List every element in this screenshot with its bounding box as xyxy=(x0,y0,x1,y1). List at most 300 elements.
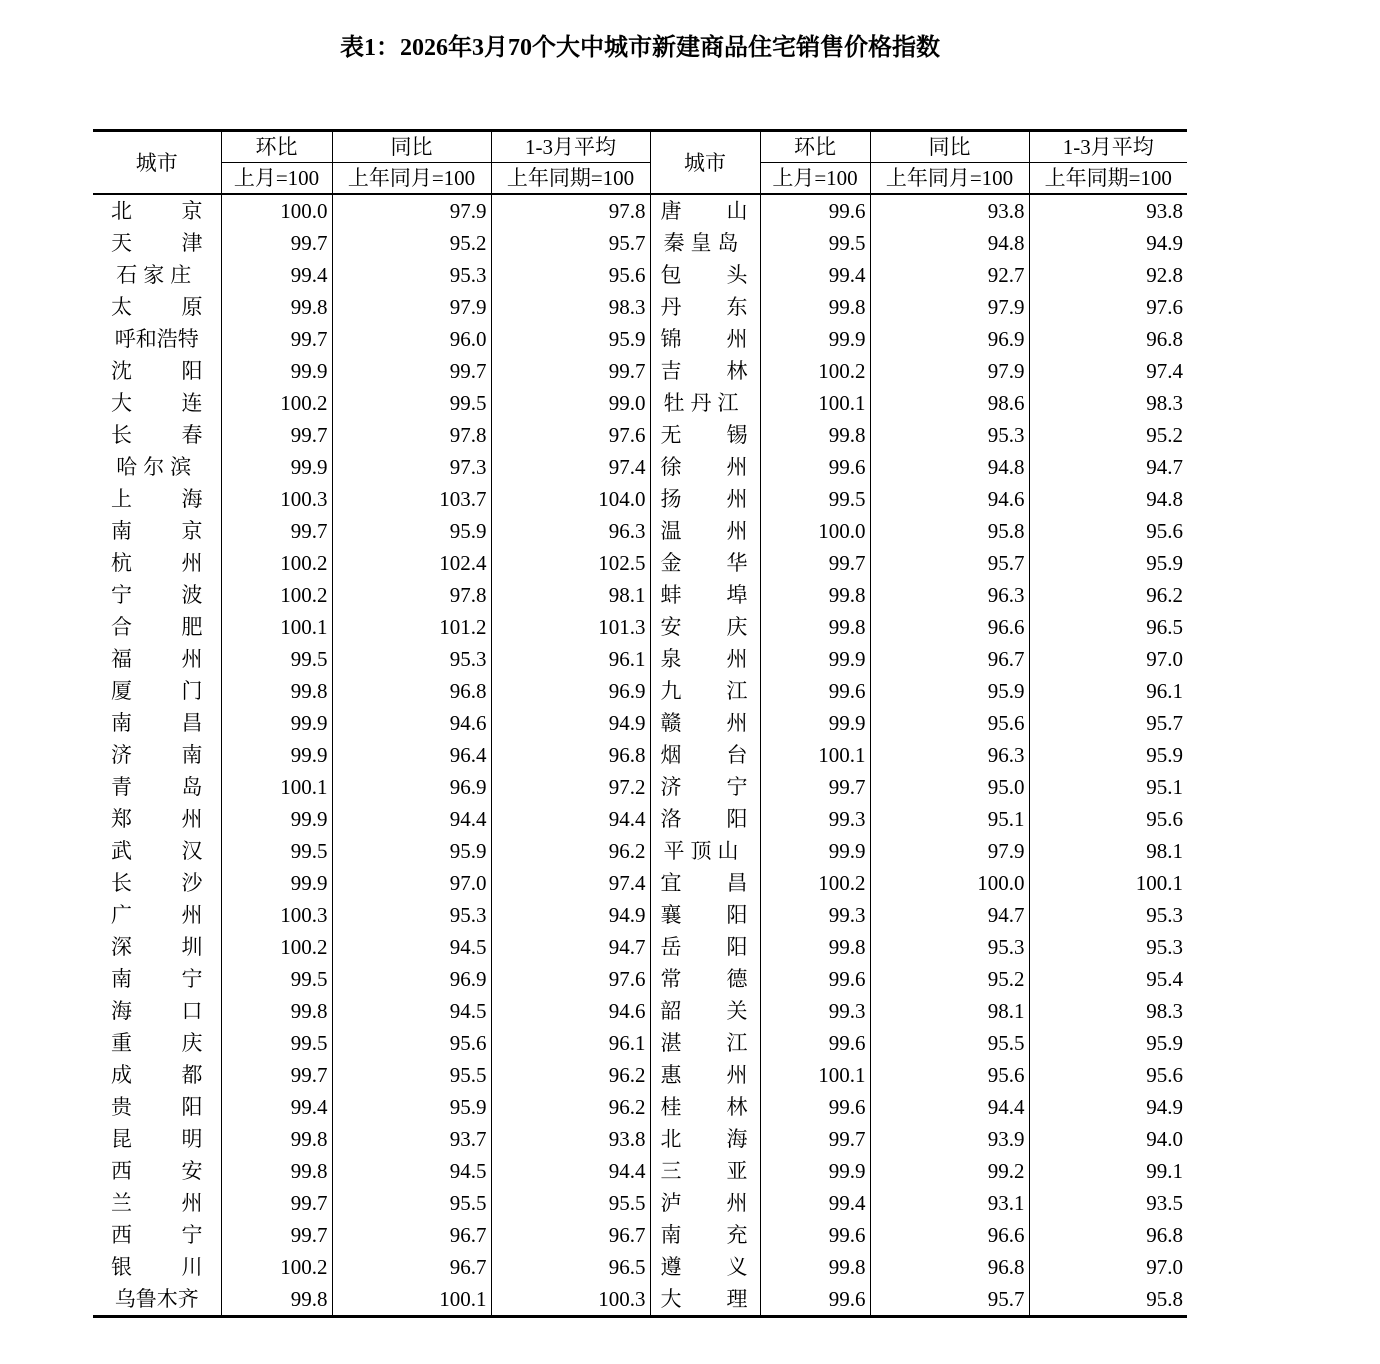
cell-mom: 99.9 xyxy=(221,355,332,387)
city-name-char: 沙 xyxy=(181,871,203,895)
city-name-char: 泸 xyxy=(660,1191,682,1215)
cell-avg: 102.5 xyxy=(491,547,650,579)
cell-city-2 xyxy=(650,1123,760,1155)
city-name-char: 湛 xyxy=(660,1031,682,1055)
cell-yoy: 103.7 xyxy=(332,483,491,515)
cell-avg: 96.1 xyxy=(491,1027,650,1059)
cell-avg: 94.4 xyxy=(491,803,650,835)
cell-city-2 xyxy=(650,1059,760,1091)
cell-city-2 xyxy=(650,771,760,803)
city-name xyxy=(661,1251,748,1283)
city-name-char: 海 xyxy=(726,1127,748,1151)
cell-city-2 xyxy=(650,1251,760,1283)
cell-city xyxy=(93,739,221,771)
city-name xyxy=(661,803,748,835)
cell-yoy-2: 94.6 xyxy=(870,483,1029,515)
city-name-char: 口 xyxy=(181,999,203,1023)
cell-yoy: 97.9 xyxy=(332,291,491,323)
cell-avg: 97.8 xyxy=(491,194,650,227)
cell-city-2 xyxy=(650,355,760,387)
city-name xyxy=(111,867,203,899)
cell-avg-2: 94.8 xyxy=(1029,483,1187,515)
city-name-char: 海 xyxy=(111,999,132,1023)
cell-mom: 99.5 xyxy=(221,1027,332,1059)
cell-yoy: 95.6 xyxy=(332,1027,491,1059)
city-name xyxy=(661,675,748,707)
cell-mom-2: 99.8 xyxy=(760,1251,870,1283)
cell-mom: 99.8 xyxy=(221,995,332,1027)
city-name-char: 州 xyxy=(181,903,203,927)
city-name-char: 州 xyxy=(726,1063,748,1087)
city-name: 石家庄 xyxy=(116,263,198,287)
cell-avg: 96.2 xyxy=(491,1059,650,1091)
cell-city-2 xyxy=(650,483,760,515)
city-name-char: 京 xyxy=(181,199,203,223)
cell-city xyxy=(93,1187,221,1219)
city-name-char: 州 xyxy=(181,807,203,831)
cell-avg: 94.6 xyxy=(491,995,650,1027)
city-name-char: 长 xyxy=(111,871,132,895)
cell-city xyxy=(93,675,221,707)
table-row xyxy=(93,707,1187,739)
cell-city xyxy=(93,611,221,643)
cell-city xyxy=(93,835,221,867)
city-name xyxy=(661,739,748,771)
city-name-char: 州 xyxy=(726,327,748,351)
table-row xyxy=(93,547,1187,579)
city-name xyxy=(661,1155,748,1187)
city-name-char: 宁 xyxy=(181,967,203,991)
city-name-char: 阳 xyxy=(726,935,748,959)
cell-mom: 99.7 xyxy=(221,515,332,547)
cell-city-2 xyxy=(650,515,760,547)
city-name: 秦皇岛 xyxy=(663,231,745,255)
city-name xyxy=(661,771,748,803)
city-name-char: 金 xyxy=(660,551,682,575)
city-name-char: 州 xyxy=(726,711,748,735)
city-name-char: 郑 xyxy=(111,807,132,831)
cell-city-2 xyxy=(650,803,760,835)
table-row xyxy=(93,803,1187,835)
cell-yoy-2: 95.9 xyxy=(870,675,1029,707)
city-name xyxy=(661,963,748,995)
cell-city-2 xyxy=(650,867,760,899)
table-row xyxy=(93,515,1187,547)
cell-avg: 97.4 xyxy=(491,451,650,483)
table-row xyxy=(93,643,1187,675)
city-name-char: 九 xyxy=(660,679,682,703)
city-name xyxy=(111,1187,203,1219)
city-name xyxy=(111,515,203,547)
city-name-char: 关 xyxy=(726,999,748,1023)
table-body xyxy=(93,194,1187,1317)
city-name xyxy=(661,1059,748,1091)
cell-yoy: 96.8 xyxy=(332,675,491,707)
cell-city xyxy=(93,227,221,259)
cell-avg-2: 93.8 xyxy=(1029,194,1187,227)
cell-avg-2: 98.3 xyxy=(1029,995,1187,1027)
table-row xyxy=(93,1059,1187,1091)
cell-city xyxy=(93,547,221,579)
city-name-char: 扬 xyxy=(660,487,682,511)
city-name xyxy=(661,515,748,547)
city-name: 牡丹江 xyxy=(663,391,745,415)
cell-avg-2: 95.9 xyxy=(1029,1027,1187,1059)
table-row xyxy=(93,771,1187,803)
city-name-char: 汉 xyxy=(181,839,203,863)
cell-yoy-2: 95.1 xyxy=(870,803,1029,835)
table-row xyxy=(93,931,1187,963)
cell-yoy: 99.5 xyxy=(332,387,491,419)
city-name xyxy=(661,323,748,355)
cell-mom-2: 99.9 xyxy=(760,835,870,867)
city-name xyxy=(111,1251,203,1283)
city-name-char: 州 xyxy=(726,647,748,671)
cell-mom: 100.2 xyxy=(221,1251,332,1283)
cell-mom-2: 99.6 xyxy=(760,1027,870,1059)
header-mom-base: 上月=100 xyxy=(221,163,332,195)
city-name: 哈尔滨 xyxy=(116,455,198,479)
header-mom-2: 环比 xyxy=(760,131,870,163)
cell-mom: 100.2 xyxy=(221,387,332,419)
cell-yoy-2: 96.8 xyxy=(870,1251,1029,1283)
cell-city xyxy=(93,259,221,291)
cell-avg-2: 94.7 xyxy=(1029,451,1187,483)
city-name xyxy=(111,835,203,867)
city-name xyxy=(111,643,203,675)
table-row xyxy=(93,739,1187,771)
cell-city xyxy=(93,387,221,419)
cell-city xyxy=(93,803,221,835)
cell-mom-2: 99.4 xyxy=(760,259,870,291)
cell-mom-2: 99.6 xyxy=(760,451,870,483)
header-city: 城市 xyxy=(93,131,221,195)
city-name-char: 杭 xyxy=(111,551,132,575)
city-name-char: 阳 xyxy=(726,807,748,831)
cell-mom-2: 100.1 xyxy=(760,739,870,771)
city-name-char: 太 xyxy=(111,295,132,319)
city-name-char: 埠 xyxy=(726,583,748,607)
city-name-char: 昌 xyxy=(181,711,203,735)
cell-avg: 96.3 xyxy=(491,515,650,547)
city-name xyxy=(111,547,203,579)
cell-avg-2: 95.9 xyxy=(1029,547,1187,579)
cell-mom-2: 100.2 xyxy=(760,867,870,899)
cell-avg: 96.9 xyxy=(491,675,650,707)
city-name xyxy=(661,547,748,579)
cell-mom: 99.8 xyxy=(221,1155,332,1187)
cell-mom: 99.7 xyxy=(221,419,332,451)
cell-mom: 99.7 xyxy=(221,1219,332,1251)
cell-mom: 99.8 xyxy=(221,291,332,323)
city-name-char: 宜 xyxy=(660,871,682,895)
cell-avg-2: 95.2 xyxy=(1029,419,1187,451)
city-name-char: 烟 xyxy=(660,743,682,767)
city-name xyxy=(111,1091,203,1123)
city-name-char: 吉 xyxy=(660,359,682,383)
city-name-char: 常 xyxy=(660,967,682,991)
header-yoy-base-2: 上年同月=100 xyxy=(870,163,1029,195)
cell-avg: 96.8 xyxy=(491,739,650,771)
table-row xyxy=(93,419,1187,451)
cell-yoy-2: 94.8 xyxy=(870,227,1029,259)
cell-yoy-2: 95.2 xyxy=(870,963,1029,995)
city-name xyxy=(111,931,203,963)
cell-avg: 99.7 xyxy=(491,355,650,387)
cell-avg-2: 96.1 xyxy=(1029,675,1187,707)
cell-city-2 xyxy=(650,323,760,355)
cell-mom-2: 99.6 xyxy=(760,194,870,227)
city-name xyxy=(111,387,203,419)
cell-mom: 99.8 xyxy=(221,1123,332,1155)
cell-city-2 xyxy=(650,547,760,579)
city-name-char: 川 xyxy=(181,1255,203,1279)
city-name-char: 丹 xyxy=(660,295,682,319)
cell-mom-2: 99.9 xyxy=(760,1155,870,1187)
cell-mom: 100.1 xyxy=(221,611,332,643)
city-name-char: 肥 xyxy=(181,615,203,639)
city-name-char: 宁 xyxy=(726,775,748,799)
cell-avg-2: 96.2 xyxy=(1029,579,1187,611)
cell-yoy: 100.1 xyxy=(332,1283,491,1317)
cell-yoy-2: 95.8 xyxy=(870,515,1029,547)
city-name-char: 波 xyxy=(181,583,203,607)
cell-mom: 99.4 xyxy=(221,1091,332,1123)
cell-avg: 101.3 xyxy=(491,611,650,643)
cell-yoy-2: 96.3 xyxy=(870,739,1029,771)
city-name-char: 包 xyxy=(660,263,682,287)
city-name xyxy=(661,259,748,291)
table-row xyxy=(93,259,1187,291)
cell-avg-2: 98.3 xyxy=(1029,387,1187,419)
city-name-char: 蚌 xyxy=(660,583,682,607)
cell-yoy-2: 95.7 xyxy=(870,1283,1029,1317)
cell-city-2 xyxy=(650,419,760,451)
table-row xyxy=(93,451,1187,483)
table-row xyxy=(93,483,1187,515)
cell-avg-2: 100.1 xyxy=(1029,867,1187,899)
cell-city xyxy=(93,867,221,899)
header-yoy-2: 同比 xyxy=(870,131,1029,163)
city-name-char: 门 xyxy=(181,679,203,703)
cell-avg-2: 96.8 xyxy=(1029,323,1187,355)
city-name-char: 州 xyxy=(181,551,203,575)
city-name xyxy=(661,579,748,611)
cell-avg: 97.6 xyxy=(491,963,650,995)
city-name xyxy=(111,1123,203,1155)
city-name-char: 锦 xyxy=(660,327,682,351)
cell-avg-2: 95.4 xyxy=(1029,963,1187,995)
city-name-char: 惠 xyxy=(660,1063,682,1087)
cell-yoy-2: 100.0 xyxy=(870,867,1029,899)
cell-mom-2: 100.2 xyxy=(760,355,870,387)
cell-city-2 xyxy=(650,1219,760,1251)
cell-city xyxy=(93,419,221,451)
city-name xyxy=(111,195,203,227)
table-row xyxy=(93,963,1187,995)
cell-avg-2: 95.1 xyxy=(1029,771,1187,803)
cell-city-2 xyxy=(650,227,760,259)
table-row xyxy=(93,1155,1187,1187)
table-row xyxy=(93,323,1187,355)
cell-mom-2: 99.4 xyxy=(760,1187,870,1219)
city-name-char: 华 xyxy=(726,551,748,575)
cell-mom-2: 99.8 xyxy=(760,579,870,611)
cell-mom-2: 99.6 xyxy=(760,1283,870,1317)
city-name-char: 韶 xyxy=(660,999,682,1023)
cell-mom: 99.8 xyxy=(221,1283,332,1317)
cell-avg-2: 95.6 xyxy=(1029,515,1187,547)
cell-yoy-2: 93.9 xyxy=(870,1123,1029,1155)
table-row xyxy=(93,1219,1187,1251)
city-name-char: 上 xyxy=(111,487,132,511)
city-name xyxy=(661,899,748,931)
city-name-char: 圳 xyxy=(181,935,203,959)
city-name xyxy=(661,355,748,387)
table-row xyxy=(93,579,1187,611)
table-row xyxy=(93,611,1187,643)
cell-mom-2: 99.3 xyxy=(760,899,870,931)
city-name-char: 天 xyxy=(111,231,132,255)
city-name-char: 台 xyxy=(726,743,748,767)
city-name-char: 成 xyxy=(111,1063,132,1087)
price-index-table xyxy=(93,129,1187,1318)
city-name-char: 阳 xyxy=(726,903,748,927)
cell-city-2 xyxy=(650,291,760,323)
cell-mom: 99.4 xyxy=(221,259,332,291)
city-name-char: 州 xyxy=(726,487,748,511)
cell-avg: 97.6 xyxy=(491,419,650,451)
cell-mom: 100.2 xyxy=(221,931,332,963)
cell-yoy: 95.9 xyxy=(332,835,491,867)
header-mom-base-2: 上月=100 xyxy=(760,163,870,195)
cell-mom-2: 99.7 xyxy=(760,771,870,803)
cell-mom-2: 99.8 xyxy=(760,931,870,963)
cell-city-2 xyxy=(650,194,760,227)
cell-yoy-2: 97.9 xyxy=(870,291,1029,323)
cell-city xyxy=(93,995,221,1027)
cell-city-2 xyxy=(650,579,760,611)
city-name-char: 东 xyxy=(726,295,748,319)
city-name xyxy=(111,995,203,1027)
cell-yoy: 94.6 xyxy=(332,707,491,739)
city-name xyxy=(111,1027,203,1059)
city-name-char: 充 xyxy=(726,1223,748,1247)
city-name-char: 州 xyxy=(726,455,748,479)
cell-avg-2: 95.7 xyxy=(1029,707,1187,739)
city-name xyxy=(111,611,203,643)
table-row xyxy=(93,835,1187,867)
cell-mom-2: 99.5 xyxy=(760,483,870,515)
city-name-char: 州 xyxy=(181,647,203,671)
city-name-char: 赣 xyxy=(660,711,682,735)
city-name xyxy=(661,643,748,675)
cell-mom: 99.8 xyxy=(221,675,332,707)
city-name-char: 青 xyxy=(111,775,132,799)
cell-city-2 xyxy=(650,387,760,419)
cell-mom-2: 99.8 xyxy=(760,291,870,323)
city-name-char: 兰 xyxy=(111,1191,132,1215)
cell-yoy-2: 94.8 xyxy=(870,451,1029,483)
city-name-char: 遵 xyxy=(660,1255,682,1279)
city-name-char: 阳 xyxy=(181,359,203,383)
cell-yoy-2: 97.9 xyxy=(870,355,1029,387)
city-name-char: 津 xyxy=(181,231,203,255)
cell-mom-2: 99.6 xyxy=(760,675,870,707)
cell-avg-2: 95.6 xyxy=(1029,803,1187,835)
cell-yoy: 95.3 xyxy=(332,643,491,675)
city-name-char: 宁 xyxy=(181,1223,203,1247)
cell-mom: 99.7 xyxy=(221,1059,332,1091)
table-row xyxy=(93,1187,1187,1219)
city-name xyxy=(111,1155,203,1187)
city-name xyxy=(661,451,748,483)
header-avg-base: 上年同期=100 xyxy=(491,163,650,195)
cell-city-2 xyxy=(650,611,760,643)
cell-city-2 xyxy=(650,1187,760,1219)
table-row xyxy=(93,194,1187,227)
cell-yoy: 97.9 xyxy=(332,194,491,227)
cell-mom-2: 100.1 xyxy=(760,1059,870,1091)
city-name-char: 洛 xyxy=(660,807,682,831)
cell-avg-2: 96.5 xyxy=(1029,611,1187,643)
cell-mom-2: 100.1 xyxy=(760,387,870,419)
city-name-char: 厦 xyxy=(111,679,132,703)
city-name-char: 江 xyxy=(726,1031,748,1055)
cell-yoy: 97.3 xyxy=(332,451,491,483)
cell-avg-2: 97.0 xyxy=(1029,1251,1187,1283)
cell-avg: 96.2 xyxy=(491,1091,650,1123)
cell-avg: 97.2 xyxy=(491,771,650,803)
cell-city xyxy=(93,515,221,547)
cell-avg-2: 95.3 xyxy=(1029,931,1187,963)
city-name-char: 锡 xyxy=(726,423,748,447)
cell-mom: 99.9 xyxy=(221,707,332,739)
cell-yoy-2: 98.1 xyxy=(870,995,1029,1027)
cell-city xyxy=(93,1091,221,1123)
city-name xyxy=(661,931,748,963)
header-avg-2: 1-3月平均 xyxy=(1029,131,1187,163)
table-row xyxy=(93,1251,1187,1283)
cell-mom: 99.9 xyxy=(221,451,332,483)
city-name xyxy=(111,1059,203,1091)
city-name xyxy=(111,483,203,515)
cell-city-2 xyxy=(650,1283,760,1317)
cell-yoy: 96.9 xyxy=(332,963,491,995)
city-name-char: 济 xyxy=(111,743,132,767)
cell-city-2 xyxy=(650,739,760,771)
cell-city xyxy=(93,931,221,963)
header-avg-base-2: 上年同期=100 xyxy=(1029,163,1187,195)
cell-mom: 99.7 xyxy=(221,227,332,259)
city-name xyxy=(111,707,203,739)
city-name-char: 海 xyxy=(181,487,203,511)
table-row xyxy=(93,1091,1187,1123)
cell-yoy-2: 92.7 xyxy=(870,259,1029,291)
table-row xyxy=(93,291,1187,323)
city-name-char: 岳 xyxy=(660,935,682,959)
city-name xyxy=(661,1187,748,1219)
table-title: 表1：2026年3月70个大中城市新建商品住宅销售价格指数 xyxy=(340,35,940,61)
cell-avg-2: 95.8 xyxy=(1029,1283,1187,1317)
city-name-char: 福 xyxy=(111,647,132,671)
city-name-char: 都 xyxy=(181,1063,203,1087)
cell-mom-2: 99.9 xyxy=(760,323,870,355)
cell-yoy: 93.7 xyxy=(332,1123,491,1155)
city-name xyxy=(111,739,203,771)
city-name-char: 安 xyxy=(181,1159,203,1183)
city-name-char: 原 xyxy=(181,295,203,319)
